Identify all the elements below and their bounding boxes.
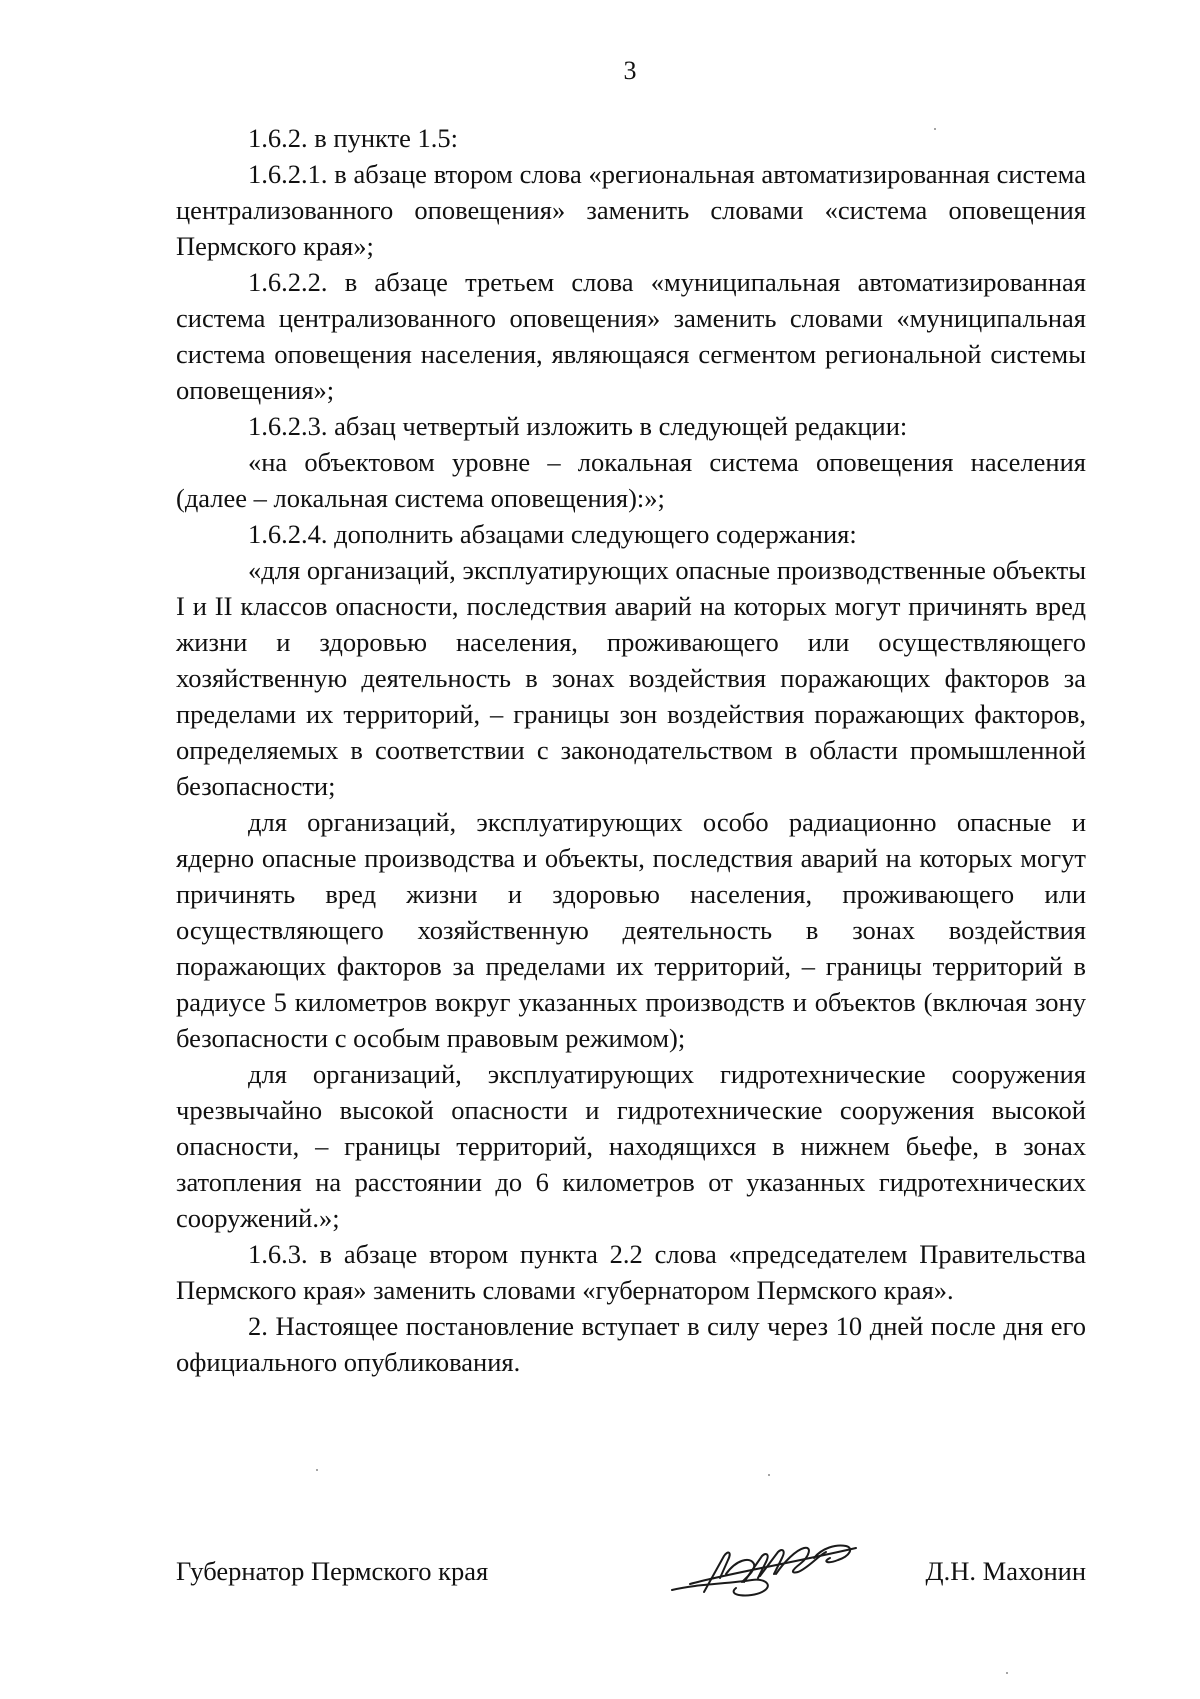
signatory-name: Д.Н. Махонин bbox=[925, 1556, 1086, 1586]
paragraph-1-6-2-3: 1.6.2.3. абзац четвертый изложить в следующей редакции: bbox=[248, 411, 908, 441]
document-body bbox=[176, 120, 1086, 1380]
scan-speck bbox=[1006, 1672, 1008, 1674]
paragraph-radiation-facilities: для организаций, эксплуатирующих особо радиационно опасные и ядерно опасные производства и объекты, последствия аварий на которых могут причинять вред жизни и здоровью населения, проживающего или осуществляющего хозяйственную деятельность в зонах воздействия поражающих факторов за пределами их территорий, – границы территорий в радиусе 5 километров вокруг указанных производств и объектов (включая зону безопасности с особым правовым режимом); bbox=[176, 807, 1086, 1053]
signatory-position: Губернатор Пермского края bbox=[176, 1556, 489, 1586]
signature-block bbox=[176, 1548, 1086, 1628]
scan-speck bbox=[934, 128, 936, 130]
paragraph-1-6-2-1: 1.6.2.1. в абзаце втором слова «региональная автоматизированная система централизованного оповещения» заменить словами «система оповещения Пермского края»; bbox=[176, 159, 1086, 261]
scan-speck bbox=[316, 1469, 318, 1471]
paragraph-1-6-2: 1.6.2. в пункте 1.5: bbox=[248, 123, 458, 153]
paragraph-1-6-2-4: 1.6.2.4. дополнить абзацами следующего содержания: bbox=[248, 519, 857, 549]
paragraph-1-6-2-2: 1.6.2.2. в абзаце третьем слова «муниципальная автоматизированная система централизованного оповещения» заменить словами «муниципальная система оповещения населения, являющаяся сегментом региональной системы оповещения»; bbox=[176, 267, 1086, 405]
paragraph-hydraulic-structures: для организаций, эксплуатирующих гидротехнические сооружения чрезвычайно высокой опасности и гидротехнические сооружения высокой опасности, – границы территорий, находящихся в нижнем бьефе, в зонах затопления на расстоянии до 6 километров от указанных гидротехнических сооружений.»; bbox=[176, 1059, 1086, 1233]
paragraph-hazardous-facilities: «для организаций, эксплуатирующих опасные производственные объекты I и II классов опасности, последствия аварий на которых могут причинять вред жизни и здоровью населения, проживающего или осуществляющего хозяйственную деятельность в зонах воздействия поражающих факторов за пределами их территорий, – границы зон воздействия поражающих факторов, определяемых в соответствии с законодательством в области промышленной безопасности; bbox=[176, 555, 1086, 801]
paragraph-object-level: «на объектовом уровне – локальная система оповещения населения (далее – локальная система оповещения):»; bbox=[176, 447, 1086, 513]
paragraph-1-6-3: 1.6.3. в абзаце втором пункта 2.2 слова «председателем Правительства Пермского края» заменить словами «губернатором Пермского края». bbox=[176, 1239, 1086, 1305]
handwritten-signature-icon bbox=[666, 1534, 866, 1606]
scan-speck bbox=[768, 1474, 770, 1476]
page-number: 3 bbox=[623, 56, 637, 85]
paragraph-2-effective-date: 2. Настоящее постановление вступает в силу через 10 дней после дня его официального опубликования. bbox=[176, 1311, 1086, 1377]
